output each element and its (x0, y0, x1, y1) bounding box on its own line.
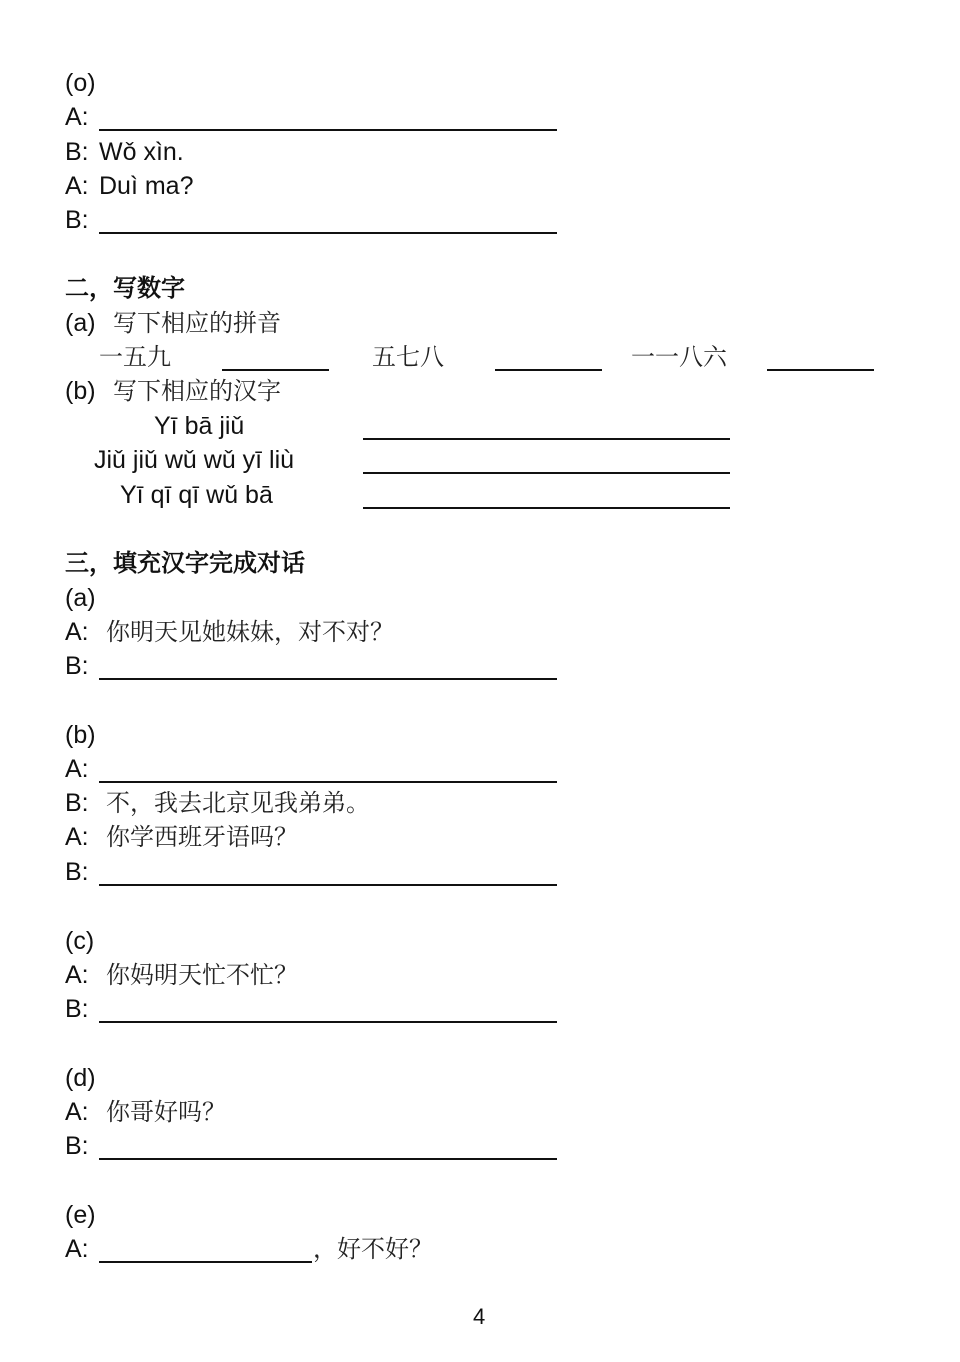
speaker-label: A: (65, 961, 89, 989)
section-title: 二，写数字 (65, 274, 185, 302)
number-item: 一五九 (99, 343, 171, 371)
dialogue-text: Wǒ xìn. (99, 138, 184, 166)
hanzi-blank[interactable] (363, 472, 730, 474)
speaker-label: A: (65, 103, 89, 131)
pinyin-item: Yī qī qī wǔ bā (120, 481, 273, 509)
dialogue-text: Duì ma? (99, 172, 194, 200)
number-item: 一一八六 (631, 343, 727, 371)
dialogue-text: 不，我去北京见我弟弟。 (106, 789, 370, 817)
speaker-label: B: (65, 995, 89, 1023)
speaker-label: A: (65, 823, 89, 851)
hanzi-blank[interactable] (363, 507, 730, 509)
answer-blank[interactable] (99, 884, 557, 886)
page-number: 4 (473, 1304, 486, 1329)
pinyin-item: Yī bā jiǔ (154, 412, 245, 440)
dialogue-text: 你妈明天忙不忙？ (106, 961, 298, 989)
pinyin-blank[interactable] (767, 369, 874, 371)
answer-blank[interactable] (99, 1261, 312, 1263)
dialogue-label: (d) (65, 1064, 96, 1092)
answer-blank[interactable] (99, 781, 557, 783)
part-instruction: 写下相应的汉字 (113, 377, 281, 405)
answer-blank[interactable] (99, 232, 557, 234)
speaker-label: A: (65, 618, 89, 646)
dialogue-text: 你学西班牙语吗？ (106, 823, 298, 851)
dialogue-label: (e) (65, 1201, 96, 1229)
speaker-label: A: (65, 1098, 89, 1126)
pinyin-blank[interactable] (222, 369, 329, 371)
speaker-label: A: (65, 172, 89, 200)
dialogue-text: 你哥好吗？ (106, 1098, 226, 1126)
dialogue-text: ，好不好？ (313, 1235, 433, 1263)
pinyin-item: Jiǔ jiǔ wǔ wǔ yī liù (94, 446, 295, 474)
dialogue-label: (c) (65, 927, 95, 955)
answer-blank[interactable] (99, 1021, 557, 1023)
speaker-label: B: (65, 858, 89, 886)
hanzi-blank[interactable] (363, 438, 730, 440)
pinyin-blank[interactable] (495, 369, 602, 371)
speaker-label: B: (65, 206, 89, 234)
speaker-label: B: (65, 138, 89, 166)
section-title: 三，填充汉字完成对话 (65, 549, 305, 577)
dialogue-label: (b) (65, 721, 96, 749)
speaker-label: B: (65, 1132, 89, 1160)
answer-blank[interactable] (99, 1158, 557, 1160)
answer-blank[interactable] (99, 129, 557, 131)
dialogue-label-o: (o) (65, 69, 96, 97)
number-item: 五七八 (372, 343, 444, 371)
speaker-label: A: (65, 755, 89, 783)
speaker-label: A: (65, 1235, 89, 1263)
dialogue-text: 你明天见她妹妹，对不对？ (106, 618, 394, 646)
part-label: (b) (65, 377, 96, 405)
part-instruction: 写下相应的拼音 (113, 309, 281, 337)
dialogue-label: (a) (65, 584, 96, 612)
part-label: (a) (65, 309, 96, 337)
speaker-label: B: (65, 652, 89, 680)
answer-blank[interactable] (99, 678, 557, 680)
speaker-label: B: (65, 789, 89, 817)
